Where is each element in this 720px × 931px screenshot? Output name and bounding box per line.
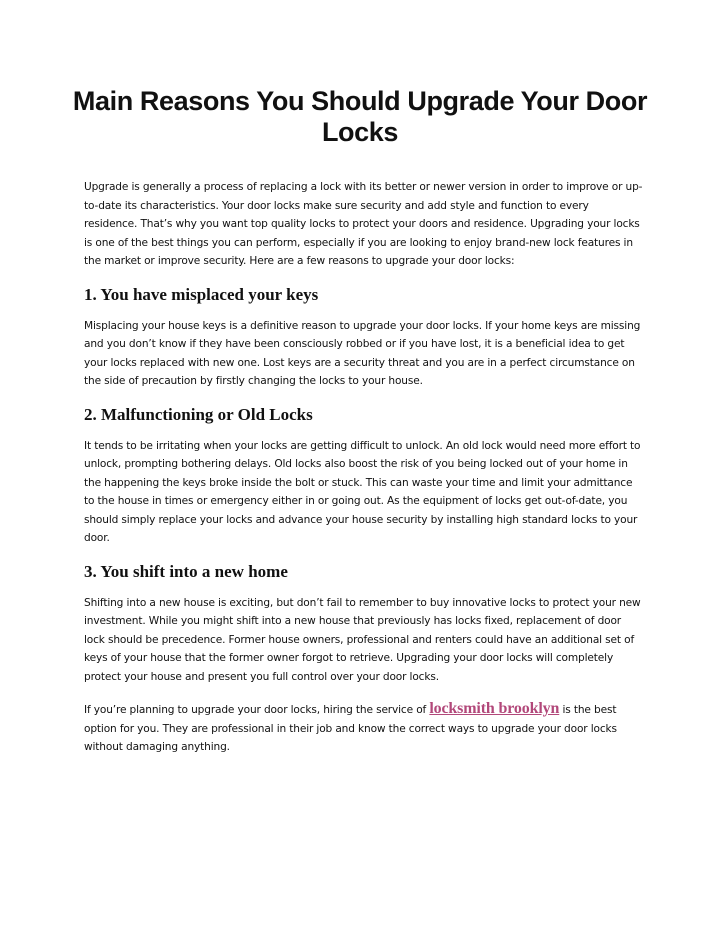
section-3-heading: 3. You shift into a new home [84, 561, 288, 581]
closing-paragraph [84, 700, 644, 757]
locksmith-brooklyn-link[interactable]: locksmith brooklyn [429, 700, 560, 717]
closing-text-before: If you’re planning to upgrade your door locks, hiring the service of [84, 704, 430, 716]
section-1-heading: 1. You have misplaced your keys [84, 284, 319, 304]
section-1-body: Misplacing your house keys is a definitive reason to upgrade your door locks. If your home keys are missing and you don’t know if they have been consciously robbed or if you have lost, it is a beneficial idea to get your locks replaced with new one. Lost keys are a security threat and you are in a perfect circumstance on the side of precaution by firstly changing the locks to your house. [84, 319, 641, 387]
section-3-body: Shifting into a new house is exciting, but don’t fail to remember to buy innovative locks to protect your new investment. While you might shift into a new house that previously has locks fixed, replacement of door lock should be precedence. Former house owners, professional and renters could have an additional set of keys of your house that the former owner forgot to retrieve. Upgrading your door locks will completely protect your house and present you full control over your door locks. [84, 596, 641, 683]
section-2-body: It tends to be irritating when your locks are getting difficult to unlock. An old lock would need more effort to unlock, prompting bothering delays. Old locks also boost the risk of you being locked out of your home in the happening the keys broke inside the bolt or stuck. This can waste your time and limit your admittance to the house in times or emergency either in or going out. As the equipment of locks get out-of-date, you should simply replace your locks and advance your house security by installing high standard locks to your door. [84, 439, 641, 544]
closing-text-after: is the best option for you. They are professional in their job and know the correct ways to upgrade your door locks without damaging anything. [84, 704, 617, 753]
intro-paragraph: Upgrade is generally a process of replacing a lock with its better or newer version in order to improve or up-to-date its characteristics. Your door locks make sure security and add style and function to every residence. That’s why you want top quality locks to protect your doors and residence. Upgrading your locks is one of the best things you can perform, especially if you are looking to enjoy brand-new lock features in the market or improve security. Here are a few reasons to upgrade your door locks: [84, 181, 643, 267]
document-body [84, 178, 644, 771]
page-title: Main Reasons You Should Upgrade Your Door Locks [72, 86, 648, 147]
section-2-heading: 2. Malfunctioning or Old Locks [84, 404, 313, 424]
